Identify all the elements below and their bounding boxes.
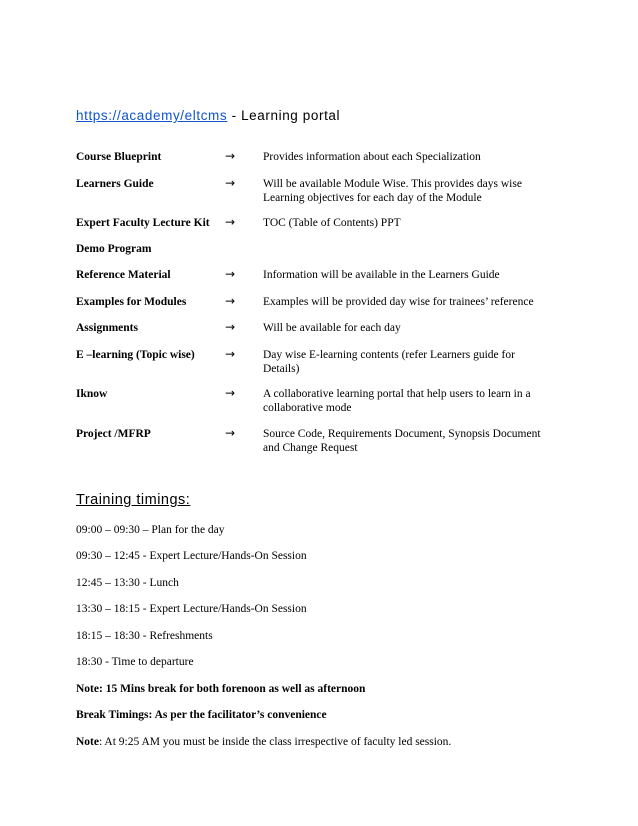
resource-term: Iknow	[76, 388, 108, 400]
resource-description: Provides information about each Specialization	[263, 151, 481, 163]
resource-description: Will be available for each day	[263, 322, 401, 334]
arrow-right-icon: →	[225, 215, 236, 229]
arrow-right-icon: →	[225, 149, 236, 163]
timing-item: 13:30 – 18:15 - Expert Lecture/Hands-On Session	[76, 603, 307, 615]
resource-description: Source Code, Requirements Document, Synopsis Document and Change Request	[263, 428, 541, 454]
resource-description: TOC (Table of Contents) PPT	[263, 217, 401, 229]
resource-term: E –learning (Topic wise)	[76, 349, 195, 361]
arrow-right-icon: →	[225, 267, 236, 281]
resource-term: Examples for Modules	[76, 296, 187, 308]
timing-item: 12:45 – 13:30 - Lunch	[76, 577, 179, 589]
arrow-right-icon: →	[225, 386, 236, 400]
training-timings-heading: Training timings:	[76, 492, 191, 508]
resource-term: Course Blueprint	[76, 151, 162, 163]
resource-term: Assignments	[76, 322, 138, 334]
resource-term: Project /MFRP	[76, 428, 151, 440]
break-note: Note: 15 Mins break for both forenoon as well as afternoon	[76, 683, 366, 695]
portal-heading	[76, 108, 340, 123]
arrow-right-icon: →	[225, 294, 236, 308]
resource-description: Day wise E-learning contents (refer Learners guide for Details)	[263, 349, 515, 375]
resource-term: Demo Program	[76, 243, 152, 255]
timing-item: 09:30 – 12:45 - Expert Lecture/Hands-On Session	[76, 550, 307, 562]
resource-term: Learners Guide	[76, 178, 154, 190]
portal-suffix: - Learning portal	[227, 108, 341, 123]
resource-term: Reference Material	[76, 269, 171, 281]
timing-item: 09:00 – 09:30 – Plan for the day	[76, 524, 225, 536]
resource-term: Expert Faculty Lecture Kit	[76, 217, 210, 229]
final-note	[76, 736, 451, 748]
arrow-right-icon: →	[225, 176, 236, 190]
timing-item: 18:30 - Time to departure	[76, 656, 194, 668]
resource-description: A collaborative learning portal that help users to learn in a collaborative mode	[263, 388, 531, 414]
resource-description: Information will be available in the Learners Guide	[263, 269, 500, 281]
arrow-right-icon: →	[225, 426, 236, 440]
break-timings: Break Timings: As per the facilitator’s convenience	[76, 709, 327, 721]
resource-description: Will be available Module Wise. This provides days wise Learning objectives for each day of the Module	[263, 178, 522, 204]
arrow-right-icon: →	[225, 347, 236, 361]
timing-item: 18:15 – 18:30 - Refreshments	[76, 630, 213, 642]
portal-link[interactable]: https://academy/eltcms	[76, 108, 228, 123]
final-note-label: Note	[76, 736, 99, 748]
final-note-text: : At 9:25 AM you must be inside the class irrespective of faculty led session.	[99, 736, 452, 748]
arrow-right-icon: →	[225, 320, 236, 334]
resource-description: Examples will be provided day wise for trainees’ reference	[263, 296, 534, 308]
